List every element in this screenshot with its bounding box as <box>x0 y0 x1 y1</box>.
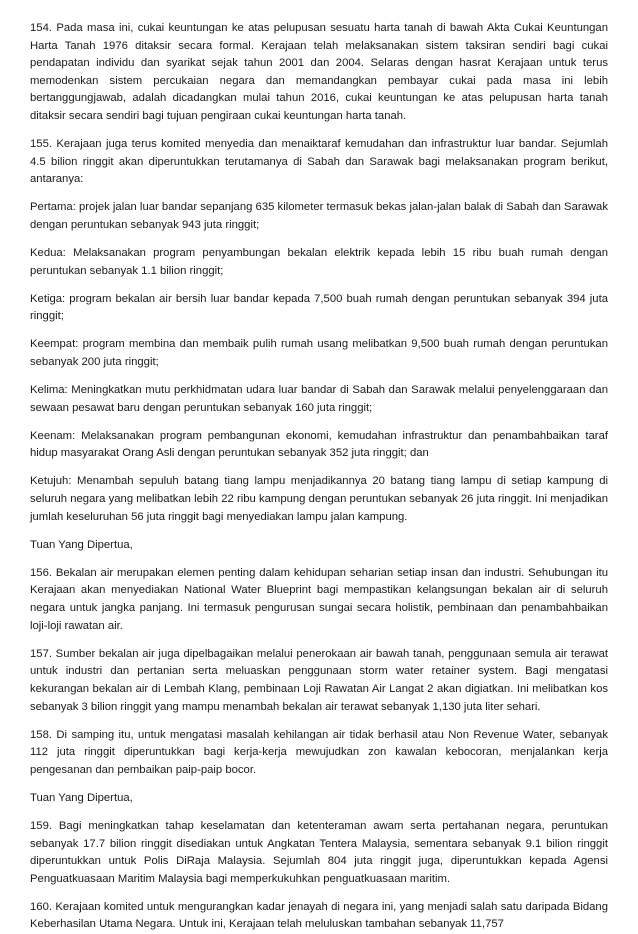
list-item-pertama: Pertama: projek jalan luar bandar sepanjang 635 kilometer termasuk bekas jalan-jalan balak di Sabah dan Sarawak dengan peruntukan sebanyak 943 juta ringgit; <box>30 201 608 231</box>
paragraph-155: 155. Kerajaan juga terus komited menyedia dan menaiktaraf kemudahan dan infrastruktur luar bandar. Sejumlah 4.5 bilion ringgit akan diperuntukkan terutamanya di Sabah dan Sarawak bagi melaksanakan program berikut, antaranya: <box>30 138 608 186</box>
paragraph-156: 156. Bekalan air merupakan elemen penting dalam kehidupan seharian setiap insan dan industri. Sehubungan itu Kerajaan akan menyediakan National Water Blueprint bagi mempastikan kelangsungan bekalan air di seluruh negara untuk jangka panjang. Ini termasuk pengurusan sungai secara holistik, pembinaan dan penambahbaikan loji-loji rawatan air. <box>30 566 608 632</box>
document-page <box>30 20 608 931</box>
list-item-ketujuh: Ketujuh: Menambah sepuluh batang tiang lampu menjadikannya 20 batang tiang lampu di setiap kampung di seluruh negara yang melibatkan lebih 22 ribu kampung dengan peruntukan sebanyak 26 juta ringgit. Ini menjadikan jumlah keseluruhan 56 juta ringgit bagi menyediakan lampu jalan kampung. <box>30 475 608 523</box>
paragraph-158: 158. Di samping itu, untuk mengatasi masalah kehilangan air tidak berhasil atau Non Revenue Water, sebanyak 112 juta ringgit diperuntukkan bagi kerja-kerja mewujudkan zon kawalan kebocoran, menjalankan kerja pengesanan dan pembaikan paip-paip bocor. <box>30 728 608 776</box>
paragraph-154: 154. Pada masa ini, cukai keuntungan ke atas pelupusan sesuatu harta tanah di bawah Akta Cukai Keuntungan Harta Tanah 1976 ditaksir secara formal. Kerajaan telah melaksanakan sistem taksiran sendiri bagi cukai pendapatan individu dan syarikat sejak tahun 2001 dan 2004. Selaras dengan hasrat Kerajaan untuk terus memodenkan sistem percukaian negara dan memandangkan pembayar cukai pada masa ini lebih bertanggungjawab, adalah dicadangkan mulai tahun 2016, cukai keuntungan ke atas pelupusan harta tanah ditaksir secara sendiri bagi tujuan pengiraan cukai keuntungan harta tanah. <box>30 22 608 122</box>
list-item-kedua: Kedua: Melaksanakan program penyambungan bekalan elektrik kepada lebih 15 ribu buah rumah dengan peruntukan sebanyak 1.1 bilion ringgit; <box>30 247 608 277</box>
list-item-keempat: Keempat: program membina dan membaik pulih rumah usang melibatkan 9,500 buah rumah dengan peruntukan sebanyak 200 juta ringgit; <box>30 338 608 368</box>
paragraph-157: 157. Sumber bekalan air juga dipelbagaikan melalui penerokaan air bawah tanah, penggunaan semula air terawat untuk industri dan pertanian serta meluaskan penggunaan storm water retainer system. Bagi mengatasi kekurangan bekalan air di Lembah Klang, pembinaan Loji Rawatan Air Langat 2 akan digiatkan. Ini melibatkan kos sebanyak 3 bilion ringgit yang mampu menambah bekalan air terawat sebanyak 1,130 juta liter sehari. <box>30 647 608 713</box>
salutation: Tuan Yang Dipertua, <box>30 538 133 551</box>
list-item-keenam: Keenam: Melaksanakan program pembangunan ekonomi, kemudahan infrastruktur dan penambahbaikan taraf hidup masyarakat Orang Asli dengan peruntukan sebanyak 352 juta ringgit; dan <box>30 429 608 460</box>
paragraph-159: 159. Bagi meningkatkan tahap keselamatan dan ketenteraman awam serta pertahanan negara, peruntukan sebanyak 17.7 bilion ringgit disediakan untuk Angkatan Tentera Malaysia, sementara sebanyak 9.1 bilion ringgit diperuntukkan untuk Polis DiRaja Malaysia. Sejumlah 804 juta ringgit juga, diperuntukkan kepada Agensi Penguatkuasaan Maritim Malaysia bagi memperkukuhkan penguatkuasaan maritim. <box>30 819 608 885</box>
paragraph-160: 160. Kerajaan komited untuk mengurangkan kadar jenayah di negara ini, yang menjadi salah satu daripada Bidang Keberhasilan Utama Negara. Untuk ini, Kerajaan telah meluluskan tambahan sebanyak 11,757 <box>30 900 608 931</box>
list-item-kelima: Kelima: Meningkatkan mutu perkhidmatan udara luar bandar di Sabah dan Sarawak melalui penyelenggaraan dan sewaan pesawat baru dengan peruntukan sebanyak 160 juta ringgit; <box>30 384 608 414</box>
list-item-ketiga: Ketiga: program bekalan air bersih luar bandar kepada 7,500 buah rumah dengan peruntukan sebanyak 394 juta ringgit; <box>30 292 608 323</box>
salutation: Tuan Yang Dipertua, <box>30 791 133 804</box>
